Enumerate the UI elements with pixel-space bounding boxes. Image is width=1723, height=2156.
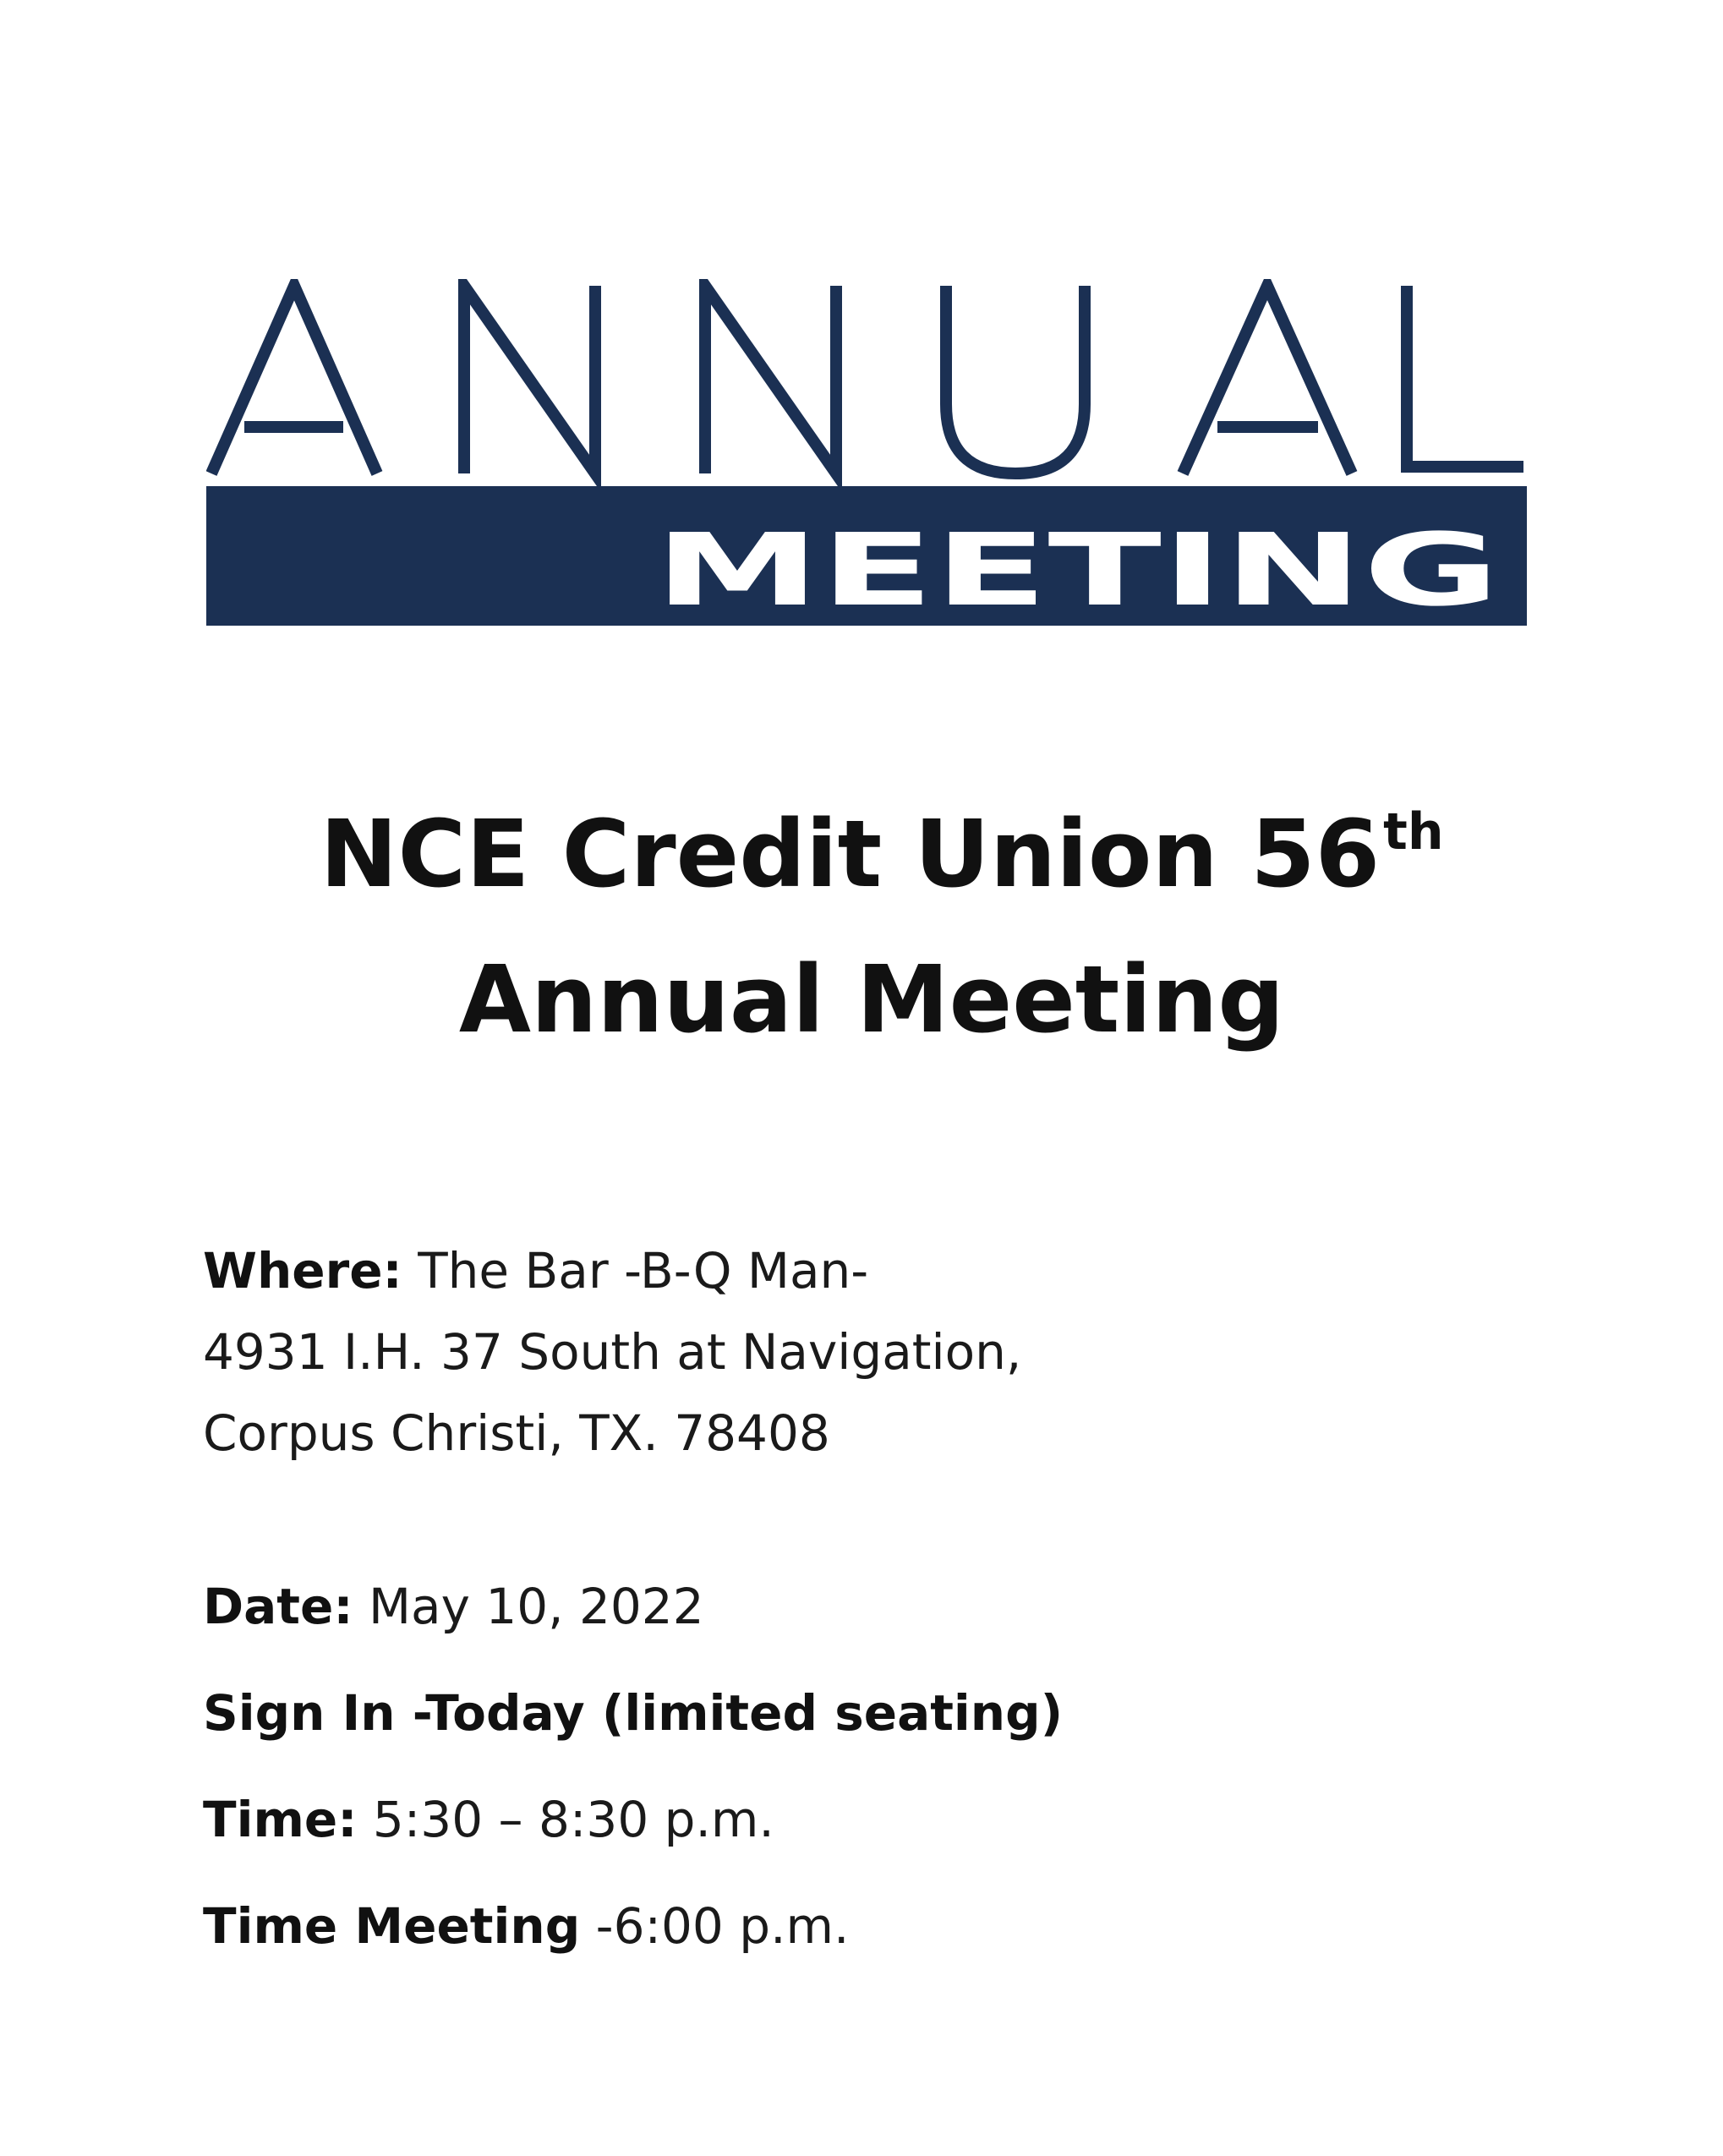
date-row bbox=[203, 1553, 1640, 1660]
time-label: Time: bbox=[203, 1791, 358, 1848]
page-title bbox=[0, 800, 1723, 1053]
meeting-time-label: Time Meeting bbox=[203, 1897, 581, 1955]
title-line-2: Annual Meeting bbox=[458, 945, 1285, 1053]
title-organization: NCE Credit Union 56 bbox=[320, 800, 1381, 908]
schedule-block bbox=[203, 1553, 1640, 1979]
annual-meeting-logo-graphic bbox=[206, 279, 1527, 634]
annual-meeting-logo bbox=[206, 279, 1527, 634]
title-ordinal-suffix: th bbox=[1383, 802, 1444, 862]
sign-in-note: Sign In -Today (limited seating) bbox=[203, 1684, 1064, 1742]
where-label: Where: bbox=[203, 1242, 402, 1300]
meeting-time-row bbox=[203, 1873, 1640, 1979]
where-row bbox=[203, 1230, 1640, 1311]
meeting-details bbox=[203, 1230, 1640, 1979]
meeting-time-value: -6:00 p.m. bbox=[595, 1897, 850, 1955]
address-line-1: 4931 I.H. 37 South at Navigation, bbox=[203, 1323, 1022, 1381]
date-label: Date: bbox=[203, 1578, 353, 1635]
title-line-1 bbox=[0, 800, 1723, 908]
date-value: May 10, 2022 bbox=[368, 1578, 704, 1635]
time-value: 5:30 – 8:30 p.m. bbox=[372, 1791, 774, 1848]
time-row bbox=[203, 1766, 1640, 1873]
venue-name: The Bar -B-Q Man- bbox=[418, 1242, 869, 1300]
meeting-banner-text: MEETING bbox=[654, 512, 1500, 628]
location-block bbox=[203, 1230, 1640, 1474]
address-line-2: Corpus Christi, TX. 78408 bbox=[203, 1404, 830, 1462]
